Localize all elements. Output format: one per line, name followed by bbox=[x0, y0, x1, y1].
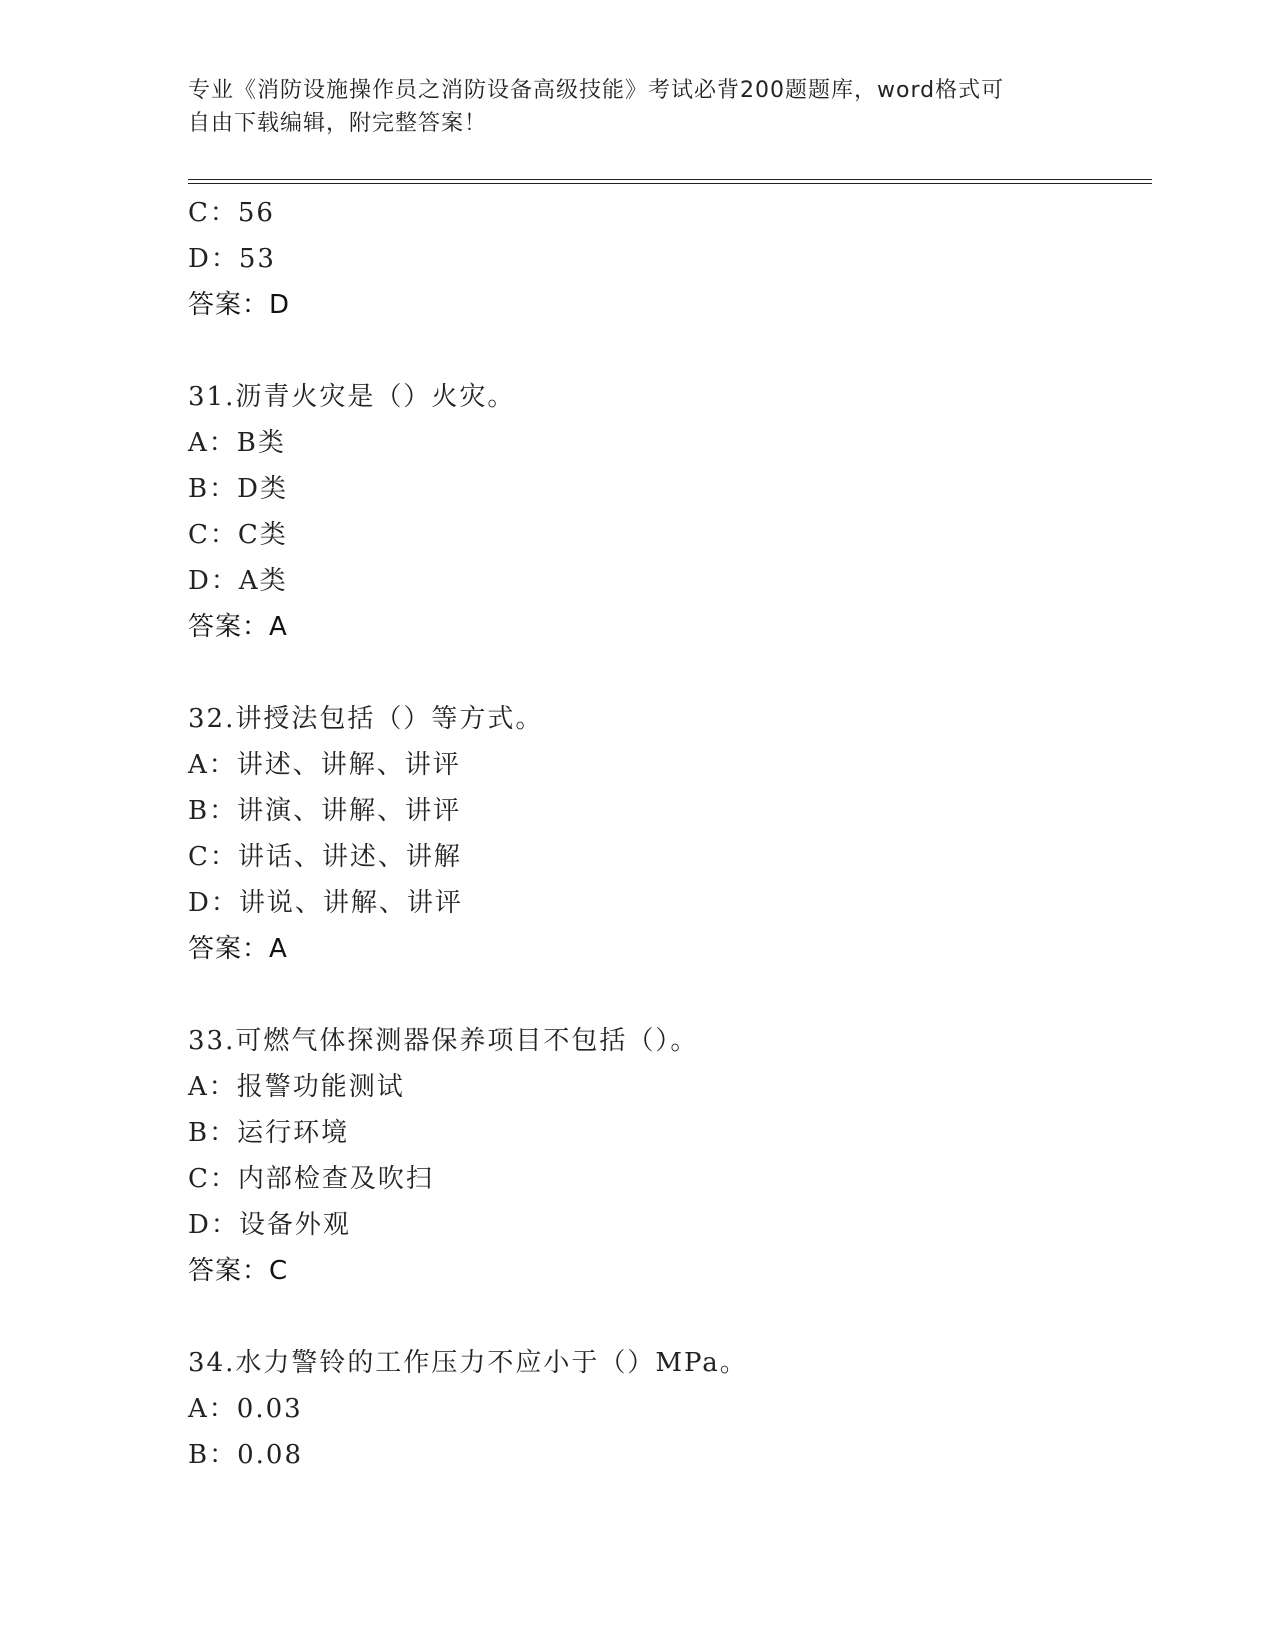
question-stem: 33.可燃气体探测器保养项目不包括（）。 bbox=[188, 1026, 699, 1056]
option-c: C：C类 bbox=[188, 520, 288, 550]
spacer bbox=[188, 1294, 1148, 1340]
option-d: D：A类 bbox=[188, 566, 288, 596]
option-c: C：讲话、讲述、讲解 bbox=[188, 842, 462, 872]
spacer bbox=[188, 328, 1148, 374]
option-a: A：B类 bbox=[188, 428, 286, 458]
option-a: A：讲述、讲解、讲评 bbox=[188, 750, 461, 780]
header-line-1: 专业《消防设施操作员之消防设备高级技能》考试必背200题题库，word格式可 bbox=[188, 78, 1005, 103]
option-c: C：内部检查及吹扫 bbox=[188, 1164, 434, 1194]
header-divider-bottom bbox=[188, 183, 1152, 184]
option-d: D：讲说、讲解、讲评 bbox=[188, 888, 463, 918]
option-a: A：报警功能测试 bbox=[188, 1072, 405, 1102]
option-d: D：53 bbox=[188, 244, 276, 274]
spacer bbox=[188, 972, 1148, 1018]
option-a: A：0.03 bbox=[188, 1394, 303, 1424]
header-divider-top bbox=[188, 179, 1152, 180]
option-b: B：讲演、讲解、讲评 bbox=[188, 796, 462, 826]
answer: 答案：D bbox=[188, 290, 291, 320]
question-content bbox=[188, 190, 1148, 1478]
document-header bbox=[188, 74, 1068, 140]
answer: 答案：A bbox=[188, 612, 288, 642]
option-c: C：56 bbox=[188, 198, 275, 228]
option-d: D：设备外观 bbox=[188, 1210, 351, 1240]
option-b: B：D类 bbox=[188, 474, 288, 504]
question-stem: 32.讲授法包括（）等方式。 bbox=[188, 704, 544, 734]
header-line-2: 自由下载编辑，附完整答案！ bbox=[188, 111, 488, 136]
option-b: B：运行环境 bbox=[188, 1118, 350, 1148]
question-stem: 31.沥青火灾是（）火灾。 bbox=[188, 382, 516, 412]
spacer bbox=[188, 650, 1148, 696]
question-stem: 34.水力警铃的工作压力不应小于（）MPa。 bbox=[188, 1348, 748, 1378]
option-b: B：0.08 bbox=[188, 1440, 303, 1470]
answer: 答案：A bbox=[188, 934, 288, 964]
answer: 答案：C bbox=[188, 1256, 289, 1286]
